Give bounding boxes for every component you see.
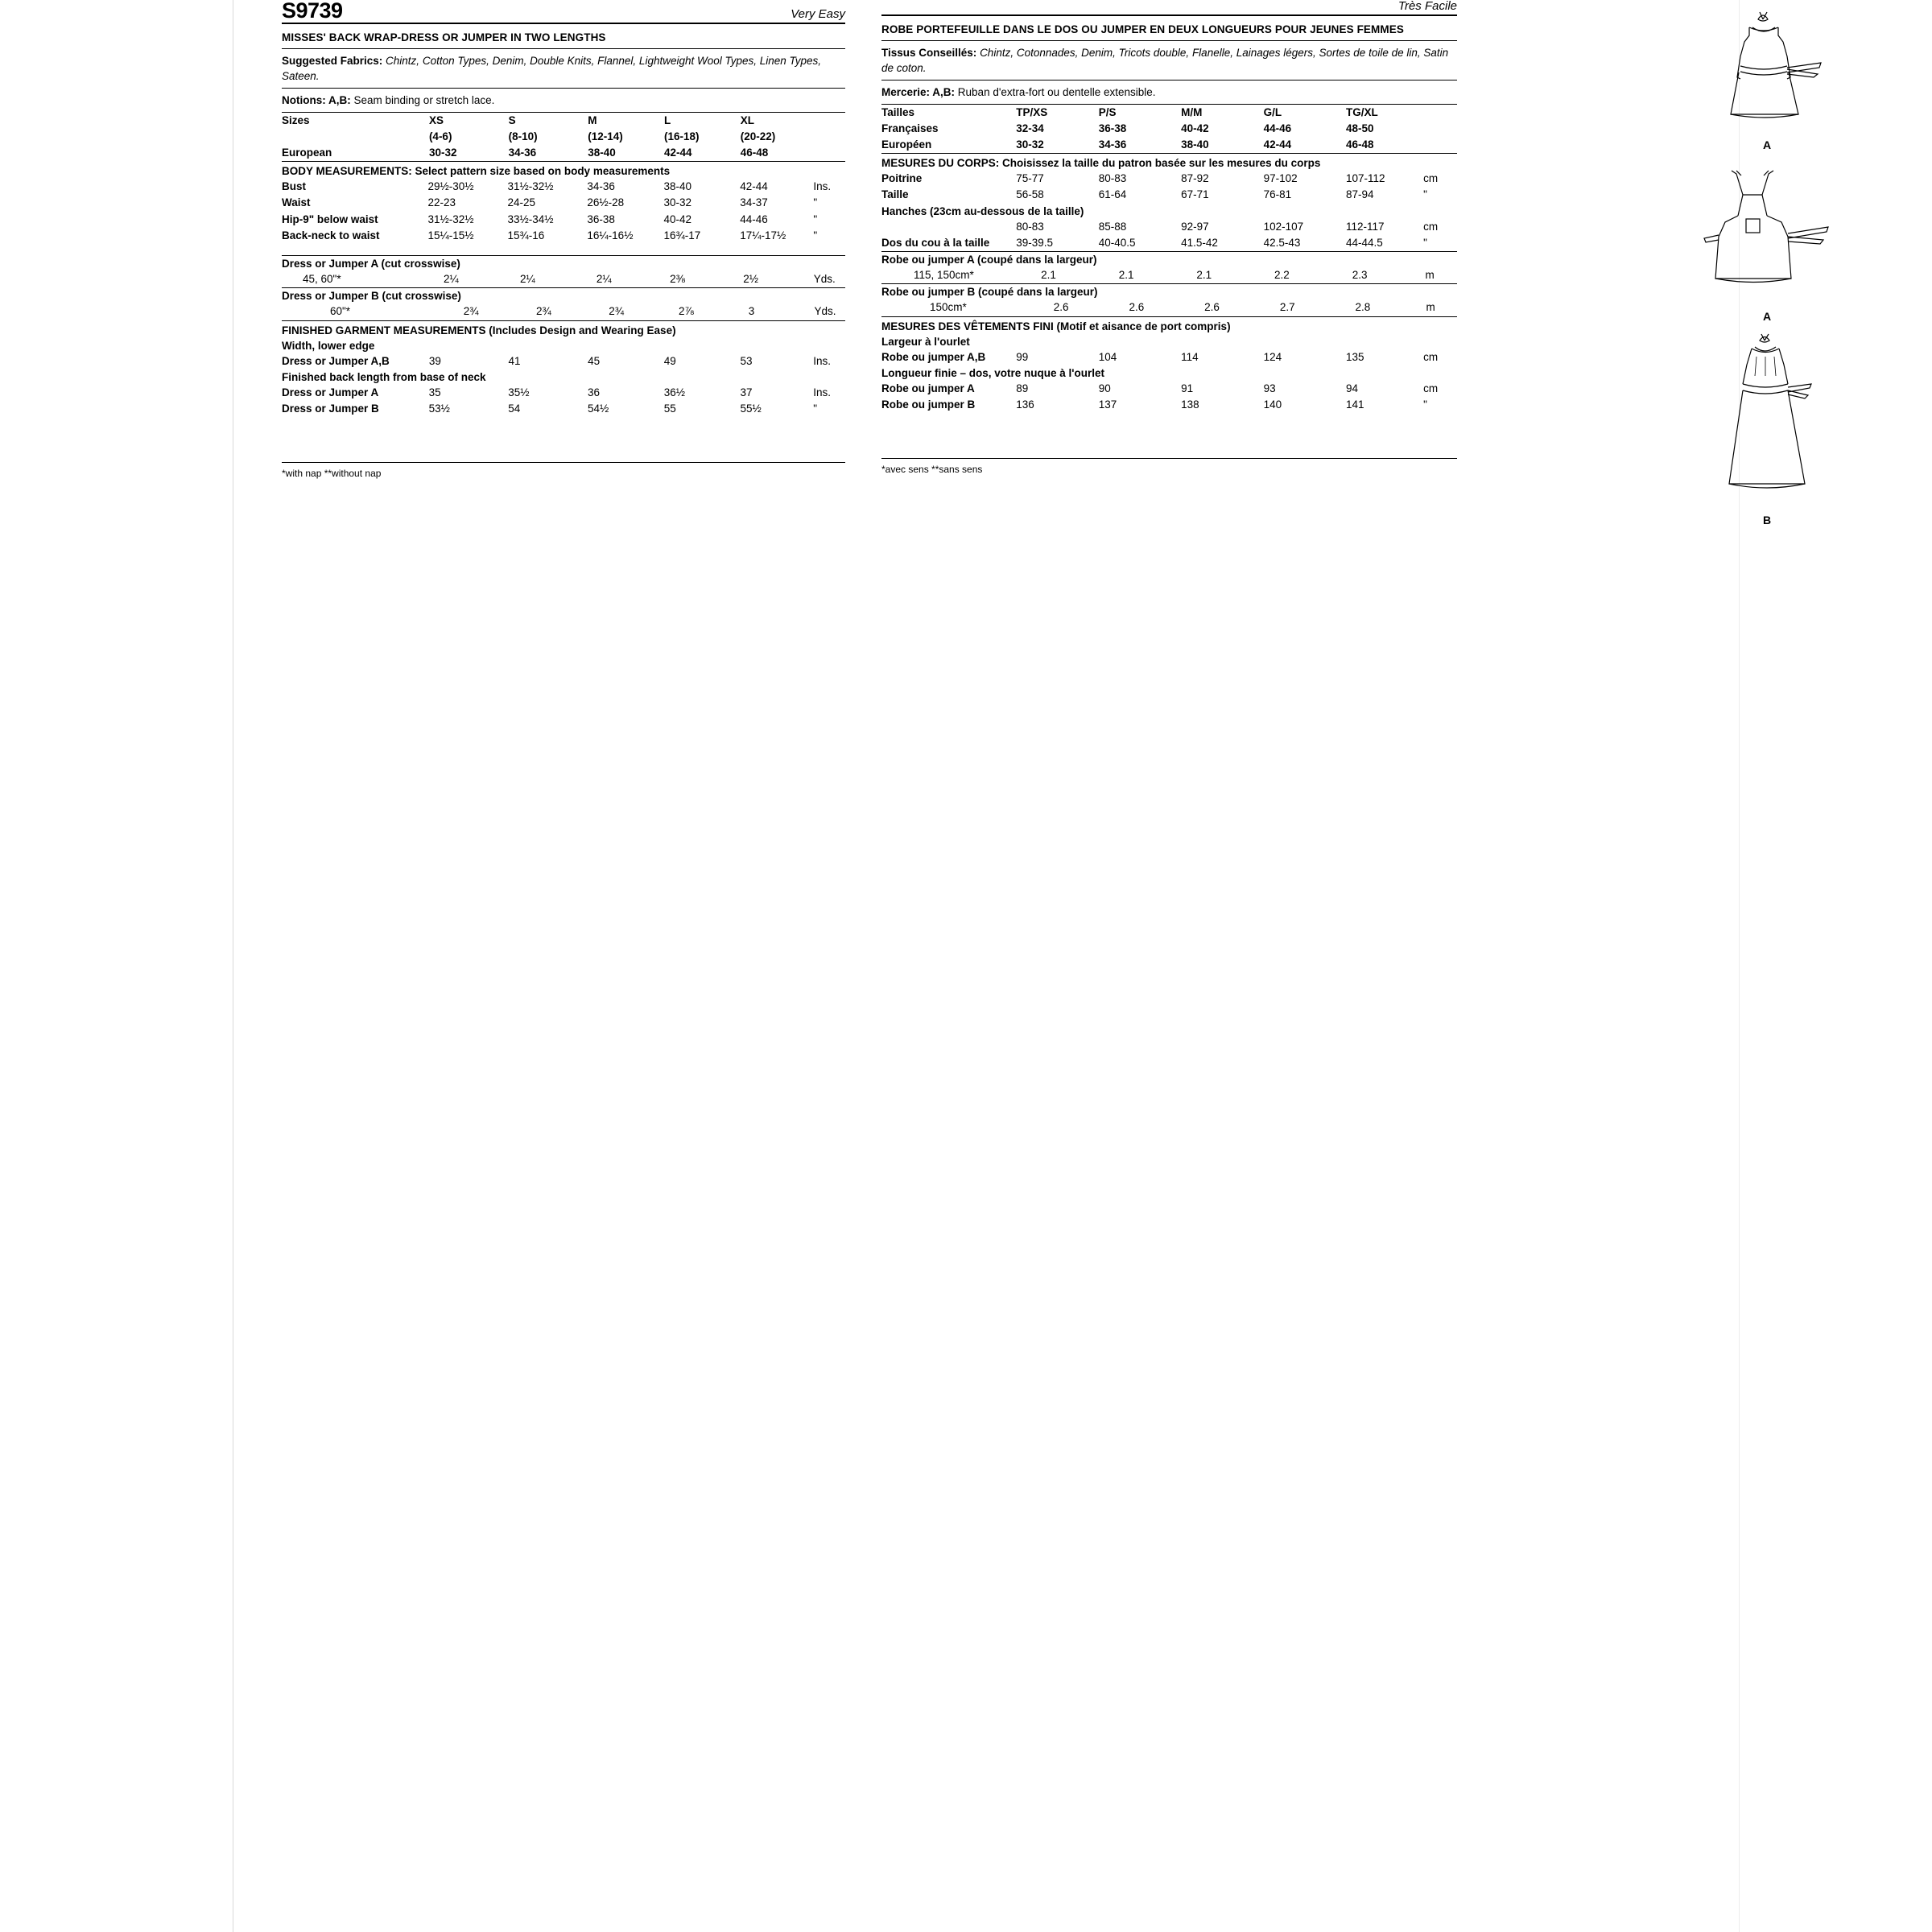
cell: 48-50 xyxy=(1346,122,1374,134)
cell: 40-42 xyxy=(663,213,691,225)
table-row xyxy=(881,267,1457,283)
finished-sub-length-en: Finished back length from base of neck xyxy=(282,370,486,383)
cell: 104 xyxy=(1098,350,1117,363)
size-xl: XL xyxy=(740,114,755,126)
yardage-table-a-en xyxy=(282,271,845,287)
cell: 42.5-43 xyxy=(1263,236,1301,249)
cell: 92-97 xyxy=(1181,220,1209,233)
cell: 2.1 xyxy=(1118,269,1134,282)
cell: 54½ xyxy=(587,402,609,415)
table-row xyxy=(282,228,845,244)
size-range-xl: (20-22) xyxy=(740,130,776,142)
cell: 93 xyxy=(1263,382,1276,394)
table-row xyxy=(282,303,845,320)
suggested-fabrics-fr xyxy=(881,41,1457,80)
row-label-hip: Hip-9" below waist xyxy=(282,213,378,225)
sizes-label-fr: Tailles xyxy=(881,105,915,118)
page-title-fr: ROBE PORTEFEUILLE DANS LE DOS OU JUMPER EN DEUX LONGUEURS POUR JEUNES FEMMES xyxy=(881,23,1404,35)
cell: 140 xyxy=(1263,398,1282,411)
view-a-dress-front-icon xyxy=(1699,8,1835,137)
size-m: M xyxy=(588,114,597,126)
cell: 87-92 xyxy=(1181,172,1209,185)
cell: 40-40.5 xyxy=(1098,236,1136,249)
european-s: 34-36 xyxy=(508,147,537,159)
cell: 15¾-16 xyxy=(507,229,545,242)
cell: 33½-34½ xyxy=(507,213,554,225)
cell: 135 xyxy=(1346,350,1364,363)
cell: 87-94 xyxy=(1346,188,1374,201)
cell: 61-64 xyxy=(1098,188,1127,201)
notions-fr xyxy=(881,80,1457,104)
cell: 36 xyxy=(587,386,600,398)
finished-head-en: FINISHED GARMENT MEASUREMENTS (Includes Design and Wearing Ease) xyxy=(282,324,676,336)
cell: 138 xyxy=(1181,398,1199,411)
suggested-fabrics-en xyxy=(282,49,845,88)
hips-table-fr xyxy=(881,219,1457,251)
body-measurements-head-en: BODY MEASUREMENTS: Select pattern size based on body measurements xyxy=(282,165,671,178)
size-range-l: (16-18) xyxy=(664,130,700,142)
table-row xyxy=(282,212,845,228)
cell: 2.7 xyxy=(1279,301,1295,314)
european-l: 42-44 xyxy=(664,147,692,159)
cell: 141 xyxy=(1346,398,1364,411)
cell: 34-37 xyxy=(740,196,768,209)
header-french xyxy=(881,0,1457,16)
fabrics-text-fr: Chintz, Cotonnades, Denim, Tricots double, Flanelle, Lainages légers, Sortes de toile de lin, Satin de coton. xyxy=(881,46,1449,75)
row-label-bust: Bust xyxy=(282,180,306,193)
unit: cm xyxy=(1423,220,1439,233)
row-label-taille: Taille xyxy=(881,188,909,201)
yardage-head-a-fr: Robe ou jumper A (coupé dans la largeur) xyxy=(881,254,1097,266)
table-row xyxy=(282,385,845,401)
yardage-head-b-fr: Robe ou jumper B (coupé dans la largeur) xyxy=(881,286,1098,299)
cell: 37 xyxy=(740,386,753,398)
fabrics-text-en: Chintz, Cotton Types, Denim, Double Knits, Flannel, Lightweight Wool Types, Linen Types, Sateen. xyxy=(282,54,822,83)
size-ps: P/S xyxy=(1098,105,1117,118)
european-label-fr: Européen xyxy=(881,138,932,151)
cell: 75-77 xyxy=(1016,172,1044,185)
pattern-envelope-back xyxy=(233,0,1772,1932)
cell: 53½ xyxy=(428,402,450,415)
european-xl: 46-48 xyxy=(740,147,769,159)
cell: 2.6 xyxy=(1204,301,1220,314)
cell: 17¼-17½ xyxy=(740,229,786,242)
table-row xyxy=(881,381,1457,397)
cell: 2.6 xyxy=(1129,301,1145,314)
unit: m xyxy=(1426,301,1435,314)
table-row xyxy=(282,271,845,287)
body-measurements-head-fr: MESURES DU CORPS: Choisissez la taille du patron basée sur les mesures du corps xyxy=(881,157,1321,170)
cell: 102-107 xyxy=(1263,220,1304,233)
notions-label-fr: Mercerie: A,B: xyxy=(881,86,956,98)
cell: 24-25 xyxy=(507,196,535,209)
unit: Ins. xyxy=(813,180,832,193)
table-row xyxy=(881,105,1457,121)
cell: 2½ xyxy=(743,273,759,286)
cell: 44-44.5 xyxy=(1346,236,1383,249)
illustration-caption-a1: A xyxy=(1762,138,1772,151)
row-label: Robe ou jumper B xyxy=(881,398,976,411)
finished-head-fr: MESURES DES VÊTEMENTS FINI (Motif et aisance de port compris) xyxy=(881,320,1231,332)
cell: 29½-30½ xyxy=(427,180,474,193)
footnote-en: *with nap **without nap xyxy=(282,468,382,480)
illustration-view-a-jumper xyxy=(1674,159,1860,323)
cell: 2¼ xyxy=(519,273,535,286)
finished-sub-width-fr: Largeur à l'ourlet xyxy=(881,335,970,348)
view-b-long-dress-icon xyxy=(1699,331,1835,512)
table-row xyxy=(881,299,1457,316)
cell: 35 xyxy=(428,386,441,398)
cell: 30-32 xyxy=(1016,138,1044,151)
finished-length-table-fr xyxy=(881,381,1457,413)
unit: Ins. xyxy=(813,354,832,367)
unit: " xyxy=(1423,188,1427,201)
illustration-caption-b: B xyxy=(1762,514,1772,526)
cell: 2.8 xyxy=(1355,301,1371,314)
cell: 2¼ xyxy=(596,273,612,286)
cell: 107-112 xyxy=(1346,172,1385,185)
size-range-m: (12-14) xyxy=(588,130,623,142)
table-row xyxy=(282,145,845,161)
cell: 34-36 xyxy=(1098,138,1127,151)
cell: 136 xyxy=(1016,398,1034,411)
table-row xyxy=(282,179,845,195)
cell: 41.5-42 xyxy=(1181,236,1218,249)
row-label: Dress or Jumper B xyxy=(282,402,379,415)
table-row xyxy=(282,353,845,369)
cell: 15¼-15½ xyxy=(427,229,474,242)
notions-text-en: Seam binding or stretch lace. xyxy=(353,94,495,106)
cell: 44-46 xyxy=(740,213,768,225)
cell: 39-39.5 xyxy=(1016,236,1054,249)
size-range-s: (8-10) xyxy=(508,130,538,142)
unit: " xyxy=(813,196,818,209)
cell: 97-102 xyxy=(1263,172,1298,185)
finished-length-table-en xyxy=(282,385,845,417)
cell: 32-34 xyxy=(1016,122,1044,134)
finished-sub-width-en: Width, lower edge xyxy=(282,339,375,352)
size-tgxl: TG/XL xyxy=(1346,105,1378,118)
notions-en xyxy=(282,89,845,112)
illustration-caption-a2: A xyxy=(1762,310,1772,323)
cell: 55 xyxy=(663,402,676,415)
cell: 2⅞ xyxy=(678,305,694,318)
cell: 44-46 xyxy=(1263,122,1292,134)
cell: 46-48 xyxy=(1346,138,1374,151)
european-m: 38-40 xyxy=(588,147,616,159)
european-label-en: European xyxy=(282,147,332,159)
cell: 54 xyxy=(508,402,521,415)
cell: 31½-32½ xyxy=(507,180,554,193)
yardage-table-b-en xyxy=(282,303,845,320)
finished-sub-length-fr: Longueur finie – dos, votre nuque à l'ourlet xyxy=(881,366,1104,379)
cell: 42-44 xyxy=(740,180,768,193)
fabrics-label-en: Suggested Fabrics: xyxy=(282,54,383,67)
cell: 16¼-16½ xyxy=(587,229,634,242)
table-row xyxy=(881,121,1457,137)
yardage-table-b-fr xyxy=(881,299,1457,316)
table-row xyxy=(282,401,845,417)
cell: 39 xyxy=(428,354,441,367)
cell: 94 xyxy=(1346,382,1359,394)
cell: 112-117 xyxy=(1346,220,1385,233)
unit: Yds. xyxy=(813,273,836,286)
unit: cm xyxy=(1423,172,1439,185)
page-title-en: MISSES' BACK WRAP-DRESS OR JUMPER IN TWO LENGTHS xyxy=(282,31,606,43)
cell: 41 xyxy=(508,354,521,367)
unit: " xyxy=(813,213,818,225)
size-range-xs: (4-6) xyxy=(428,130,452,142)
table-row xyxy=(881,349,1457,365)
finished-width-table-fr xyxy=(881,349,1457,365)
cell: 16¾-17 xyxy=(663,229,701,242)
table-row xyxy=(881,397,1457,413)
row-label-poitrine: Poitrine xyxy=(881,172,923,185)
size-gl: G/L xyxy=(1263,105,1282,118)
cell: 2.3 xyxy=(1352,269,1368,282)
cell: 38-40 xyxy=(663,180,691,193)
cell: 49 xyxy=(663,354,676,367)
table-row xyxy=(881,137,1457,153)
illustration-view-a-dress xyxy=(1674,8,1860,151)
cell: 137 xyxy=(1098,398,1117,411)
european-xs: 30-32 xyxy=(428,147,457,159)
size-tpxs: TP/XS xyxy=(1016,105,1048,118)
unit: " xyxy=(1423,236,1427,249)
cell: 35½ xyxy=(508,386,530,398)
cell: 80-83 xyxy=(1098,172,1127,185)
cell: 99 xyxy=(1016,350,1029,363)
size-s: S xyxy=(508,114,516,126)
table-row xyxy=(881,235,1457,251)
table-row xyxy=(282,129,845,145)
view-a-jumper-icon xyxy=(1686,159,1847,308)
cell: 67-71 xyxy=(1181,188,1209,201)
cell: 30-32 xyxy=(663,196,691,209)
fabric-width-a-fr: 115, 150cm* xyxy=(914,269,974,282)
cell: 2.6 xyxy=(1053,301,1069,314)
line-art-illustrations xyxy=(1674,8,1860,535)
cell: 85-88 xyxy=(1098,220,1127,233)
header-english xyxy=(282,0,845,24)
fabric-width-b-fr: 150cm* xyxy=(930,301,967,314)
sizes-table-fr xyxy=(881,105,1457,154)
size-l: L xyxy=(664,114,671,126)
cell: 36½ xyxy=(663,386,685,398)
footnote-fr: *avec sens **sans sens xyxy=(881,464,983,476)
cell: 2¾ xyxy=(536,305,551,318)
row-label-dos-du-cou: Dos du cou à la taille xyxy=(881,236,990,249)
illustration-view-b-dress xyxy=(1674,331,1860,526)
cell: 2.2 xyxy=(1274,269,1290,282)
french-sizes-label: Françaises xyxy=(881,122,939,134)
cell: 42-44 xyxy=(1263,138,1292,151)
yardage-head-a-en: Dress or Jumper A (cut crosswise) xyxy=(282,258,460,270)
body-measurements-table-fr xyxy=(881,171,1457,203)
cell: 3 xyxy=(748,305,755,318)
cell: 40-42 xyxy=(1181,122,1209,134)
table-row xyxy=(881,171,1457,187)
row-label: Robe ou jumper A xyxy=(881,382,975,394)
cell: 45 xyxy=(588,354,601,367)
unit: " xyxy=(813,402,818,415)
cell: 56-58 xyxy=(1016,188,1044,201)
body-measurements-table-en xyxy=(282,179,845,244)
size-mm: M/M xyxy=(1181,105,1203,118)
cell: 89 xyxy=(1016,382,1029,394)
notions-label-en: Notions: A,B: xyxy=(282,94,351,106)
finished-width-table-en xyxy=(282,353,845,369)
cell: 53 xyxy=(740,354,753,367)
row-label: Dress or Jumper A,B xyxy=(282,354,390,367)
cell: 124 xyxy=(1263,350,1282,363)
cell: 38-40 xyxy=(1181,138,1209,151)
cell: 26½-28 xyxy=(587,196,625,209)
hips-head-fr: Hanches (23cm au-dessous de la taille) xyxy=(881,204,1084,217)
french-column xyxy=(881,0,1457,475)
unit: Ins. xyxy=(813,386,832,398)
cell: 2.1 xyxy=(1196,269,1212,282)
cell: 80-83 xyxy=(1016,220,1044,233)
row-label: Dress or Jumper A xyxy=(282,386,379,398)
cell: 2¼ xyxy=(444,273,459,286)
fabrics-label-fr: Tissus Conseillés: xyxy=(881,46,977,59)
cell: 2.1 xyxy=(1041,269,1056,282)
pattern-number: S9739 xyxy=(282,0,343,23)
cell: 31½-32½ xyxy=(427,213,474,225)
unit: cm xyxy=(1423,382,1439,394)
cell: 36-38 xyxy=(1098,122,1127,134)
cell: 34-36 xyxy=(587,180,615,193)
difficulty-label-fr: Très Facile xyxy=(1397,0,1457,13)
cell: 22-23 xyxy=(427,196,456,209)
sizes-table-en xyxy=(282,113,845,162)
difficulty-label-en: Very Easy xyxy=(791,7,845,21)
table-row xyxy=(881,219,1457,235)
unit: " xyxy=(1423,398,1427,411)
row-label: Robe ou jumper A,B xyxy=(881,350,986,363)
unit: " xyxy=(813,229,818,242)
fabric-width-b-en: 60"* xyxy=(330,305,351,318)
cell: 90 xyxy=(1098,382,1111,394)
cell: 91 xyxy=(1181,382,1194,394)
cell: 2¾ xyxy=(463,305,479,318)
notions-text-fr: Ruban d'extra-fort ou dentelle extensible. xyxy=(957,86,1156,98)
size-xs: XS xyxy=(428,114,444,126)
table-row xyxy=(881,187,1457,203)
yardage-table-a-fr xyxy=(881,267,1457,283)
unit: Yds. xyxy=(814,305,836,318)
unit: cm xyxy=(1423,350,1439,363)
cell: 2¾ xyxy=(609,305,625,318)
row-label-back-neck: Back-neck to waist xyxy=(282,229,380,242)
yardage-head-b-en: Dress or Jumper B (cut crosswise) xyxy=(282,290,461,303)
cell: 36-38 xyxy=(587,213,615,225)
sizes-label-en: Sizes xyxy=(282,114,310,126)
row-label-waist: Waist xyxy=(282,196,311,209)
cell: 76-81 xyxy=(1263,188,1292,201)
english-column xyxy=(282,0,845,479)
cell: 2⅜ xyxy=(670,273,685,286)
cell: 55½ xyxy=(740,402,762,415)
table-row xyxy=(282,113,845,129)
unit: m xyxy=(1425,269,1435,282)
cell: 114 xyxy=(1181,350,1199,363)
table-row xyxy=(282,195,845,211)
fabric-width-a-en: 45, 60"* xyxy=(303,273,341,286)
